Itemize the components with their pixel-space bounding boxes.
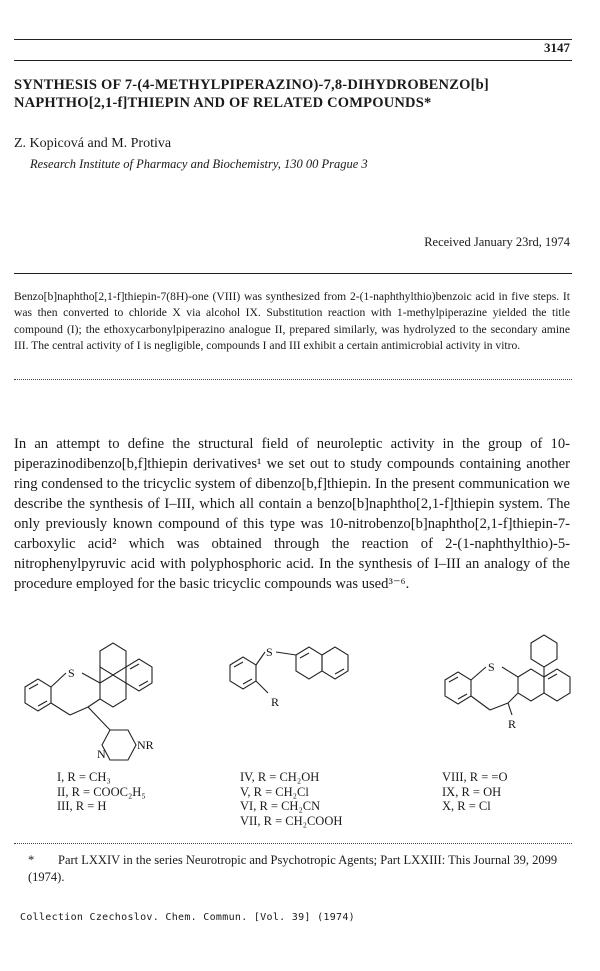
atom-r-2: R (271, 695, 280, 709)
authors: Z. Kopicová and M. Protiva (14, 136, 172, 151)
footnote (28, 852, 573, 886)
received-date: Received January 23rd, 1974 (424, 235, 570, 249)
body-text (14, 434, 570, 594)
abstract (14, 289, 570, 354)
compound-labels-group-1 (57, 770, 146, 814)
abstract-rule-top (14, 273, 572, 274)
chemical-structures (0, 615, 600, 775)
header-rule-bottom (14, 60, 572, 61)
footnote-rule (14, 843, 572, 844)
compound-label: VIII, R = =O (442, 770, 508, 784)
structure-1 (25, 643, 152, 760)
atom-nr-1: NR (137, 738, 154, 752)
compound-label: X, R = Cl (442, 799, 491, 813)
compound-labels-group-3 (442, 770, 507, 814)
compound-label: I, R = CH₃ (57, 770, 111, 784)
compound-label: V, R = CH₂Cl (240, 784, 309, 799)
affiliation: Research Institute of Pharmacy and Biochemistry, 130 00 Prague 3 (30, 157, 368, 171)
compound-label: IV, R = CH₂OH (240, 770, 320, 784)
structure-3 (445, 635, 570, 715)
atom-r-3: R (508, 717, 517, 731)
compound-label: VII, R = CH₂COOH (240, 813, 343, 828)
compound-label: II, R = COOC₂H₅ (57, 784, 146, 799)
atom-n-1: N (97, 747, 106, 761)
compound-labels-group-2 (240, 770, 342, 828)
abstract-text: Benzo[b]naphtho[2,1-f]thiepin-7(8H)-one (VIII) was synthesized from 2-(1-naphthylthio)benzoic acid in five steps. It was then converted to chloride X via alcohol IX. Substitution reaction with 1-methylpiperazine yielded the title compound (I); the ethoxycarbonylpiperazino analogue II, prepared similarly, was hydrolyzed to the secondary amine III. The central activity of I is negligible, compounds I and III exhibit a certain antimicrobial activity in vitro. (14, 290, 570, 352)
title-line-1: SYNTHESIS OF 7-(4-METHYLPIPERAZINO)-7,8-DIHYDROBENZO[b] (14, 77, 489, 93)
compound-label: III, R = H (57, 799, 107, 813)
abstract-rule-bottom (14, 379, 572, 380)
atom-s-2: S (266, 645, 273, 659)
body-paragraph: In an attempt to define the structural field of neuroleptic activity in the group of 10-piperazinodibenzo[b,f]thiepin derivatives¹ we set out to study compounds containing another ring condensed to the tricyclic system of dibenzo[b,f]thiepin. In the present communication we describe the synthesis of I–III, which all contain a benzo[b]naphtho[2,1-f]thiepin system. The only previously known compound of this type was 10-nitrobenzo[b]naphtho[2,1-f]thiepin-7-carboxylic acid² which was obtained through the reaction of 2-(1-naphthylthio)-5-nitrophenylpyruvic acid with polyphosphoric acid. In the synthesis of I–III an analogy of the procedure employed for the basic tricyclic compounds was used³⁻⁶. (14, 436, 570, 592)
atom-s-3: S (488, 660, 495, 674)
journal-citation: Collection Czechoslov. Chem. Commun. [Vol. 39] (1974) (20, 912, 355, 923)
footnote-marker: * (28, 853, 35, 867)
compound-label: VI, R = CH₂CN (240, 799, 321, 813)
title-line-2: NAPHTHO[2,1-f]THIEPIN AND OF RELATED COMPOUNDS* (14, 95, 432, 111)
article-title (14, 76, 574, 112)
header-rule (14, 39, 572, 40)
structure-2 (230, 647, 348, 693)
footnote-text: Part LXXIV in the series Neurotropic and Psychotropic Agents; Part LXXIII: This Journal 39, 2099 (1974). (28, 853, 558, 884)
compound-label: IX, R = OH (442, 784, 502, 799)
atom-s-1: S (68, 666, 75, 680)
page-number: 3147 (544, 40, 570, 55)
